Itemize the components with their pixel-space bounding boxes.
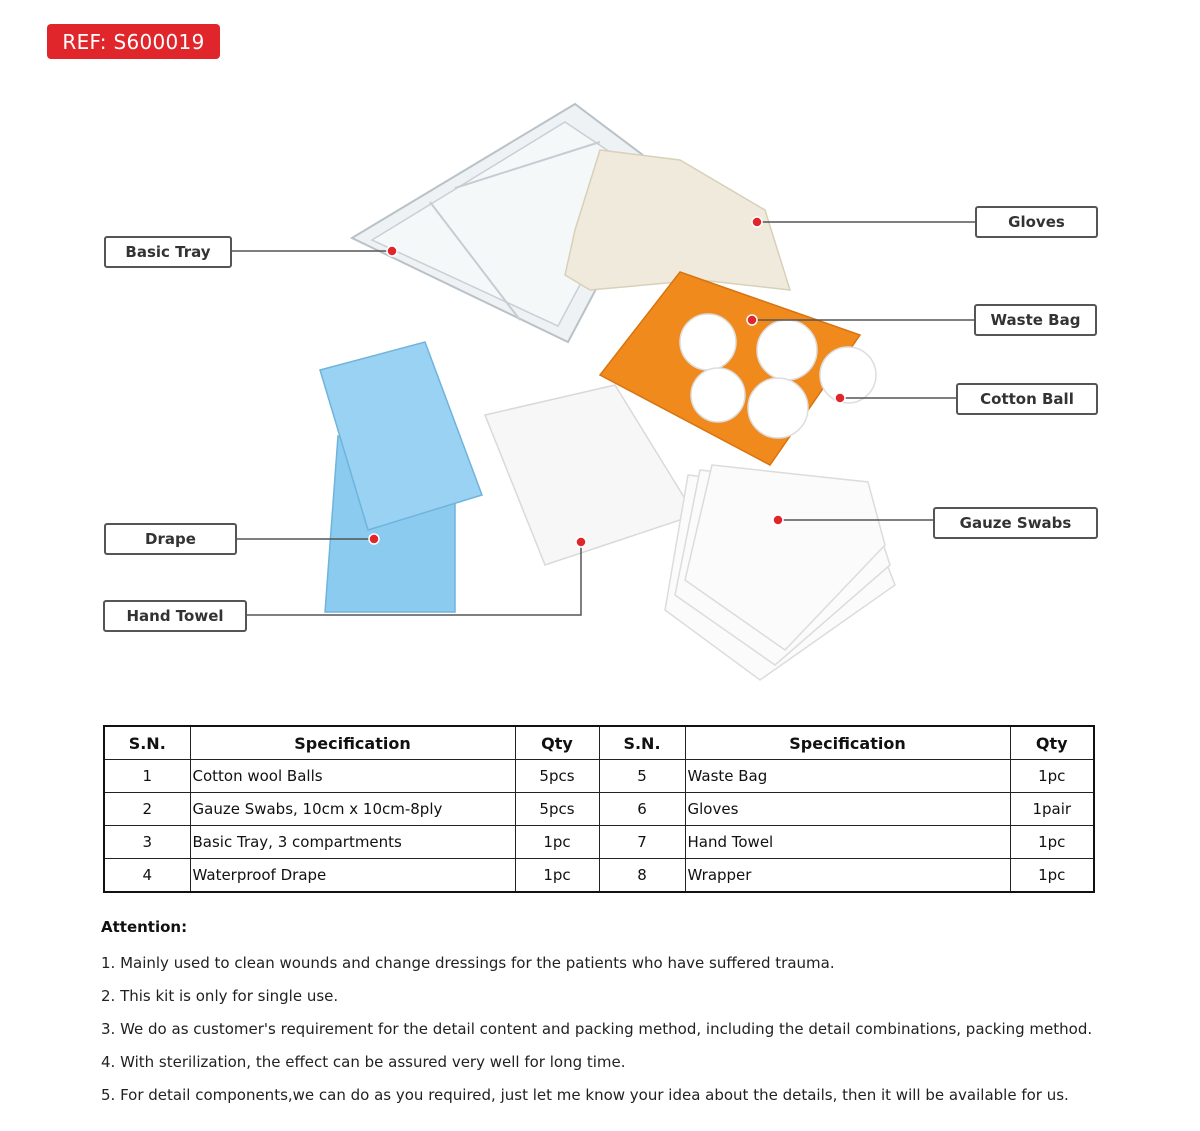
header-sn: S.N. <box>599 726 685 760</box>
marker-dot <box>835 393 845 403</box>
header-sn: S.N. <box>104 726 190 760</box>
cell-qty: 1pair <box>1010 793 1094 826</box>
cell-sn: 4 <box>104 859 190 893</box>
spec-table <box>103 725 1095 893</box>
cell-qty: 1pc <box>515 859 599 893</box>
cell-sn: 5 <box>599 760 685 793</box>
header-qty: Qty <box>1010 726 1094 760</box>
marker-dot <box>369 534 379 544</box>
cell-sn: 8 <box>599 859 685 893</box>
cell-qty: 1pc <box>515 826 599 859</box>
cell-qty: 5pcs <box>515 793 599 826</box>
attention-item: 5. For detail components,we can do as you required, just let me know your idea about the details, then it will be available for us. <box>101 1086 1069 1104</box>
callout-basic-tray: Basic Tray <box>104 236 232 268</box>
drape-illustration <box>320 342 482 612</box>
cell-specification: Waste Bag <box>685 760 1010 793</box>
header-qty: Qty <box>515 726 599 760</box>
cell-sn: 3 <box>104 826 190 859</box>
cell-specification: Basic Tray, 3 compartments <box>190 826 515 859</box>
cell-qty: 1pc <box>1010 760 1094 793</box>
attention-item: 3. We do as customer's requirement for the detail content and packing method, including the detail combinations, packing method. <box>101 1020 1093 1038</box>
cell-qty: 5pcs <box>515 760 599 793</box>
cell-sn: 1 <box>104 760 190 793</box>
marker-dot <box>752 217 762 227</box>
marker-dot <box>747 315 757 325</box>
callout-gloves: Gloves <box>975 206 1098 238</box>
cell-sn: 2 <box>104 793 190 826</box>
cell-specification: Hand Towel <box>685 826 1010 859</box>
table-row <box>104 793 1094 826</box>
cell-sn: 7 <box>599 826 685 859</box>
gauze-swabs-illustration <box>665 465 895 680</box>
attention-item: 4. With sterilization, the effect can be assured very well for long time. <box>101 1053 626 1071</box>
header-specification: Specification <box>685 726 1010 760</box>
table-header-row <box>104 726 1094 760</box>
attention-item: 2. This kit is only for single use. <box>101 987 339 1005</box>
callout-drape: Drape <box>104 523 237 555</box>
attention-section <box>101 918 1092 1119</box>
cell-specification: Gauze Swabs, 10cm x 10cm-8ply <box>190 793 515 826</box>
cell-qty: 1pc <box>1010 826 1094 859</box>
marker-dot <box>576 537 586 547</box>
callout-hand-towel: Hand Towel <box>103 600 247 632</box>
callout-waste-bag: Waste Bag <box>974 304 1097 336</box>
cell-specification: Wrapper <box>685 859 1010 893</box>
marker-dot <box>387 246 397 256</box>
callout-cotton-ball: Cotton Ball <box>956 383 1098 415</box>
header-specification: Specification <box>190 726 515 760</box>
marker-dot <box>773 515 783 525</box>
cell-sn: 6 <box>599 793 685 826</box>
cell-qty: 1pc <box>1010 859 1094 893</box>
callout-gauze-swabs: Gauze Swabs <box>933 507 1098 539</box>
cell-specification: Waterproof Drape <box>190 859 515 893</box>
table-row <box>104 760 1094 793</box>
attention-title: Attention: <box>101 918 188 936</box>
cell-specification: Cotton wool Balls <box>190 760 515 793</box>
table-row <box>104 826 1094 859</box>
hand-towel-illustration <box>485 385 695 565</box>
cell-specification: Gloves <box>685 793 1010 826</box>
ref-badge: REF: S600019 <box>47 24 220 59</box>
table-row <box>104 859 1094 893</box>
attention-item: 1. Mainly used to clean wounds and change dressings for the patients who have suffered trauma. <box>101 954 835 972</box>
